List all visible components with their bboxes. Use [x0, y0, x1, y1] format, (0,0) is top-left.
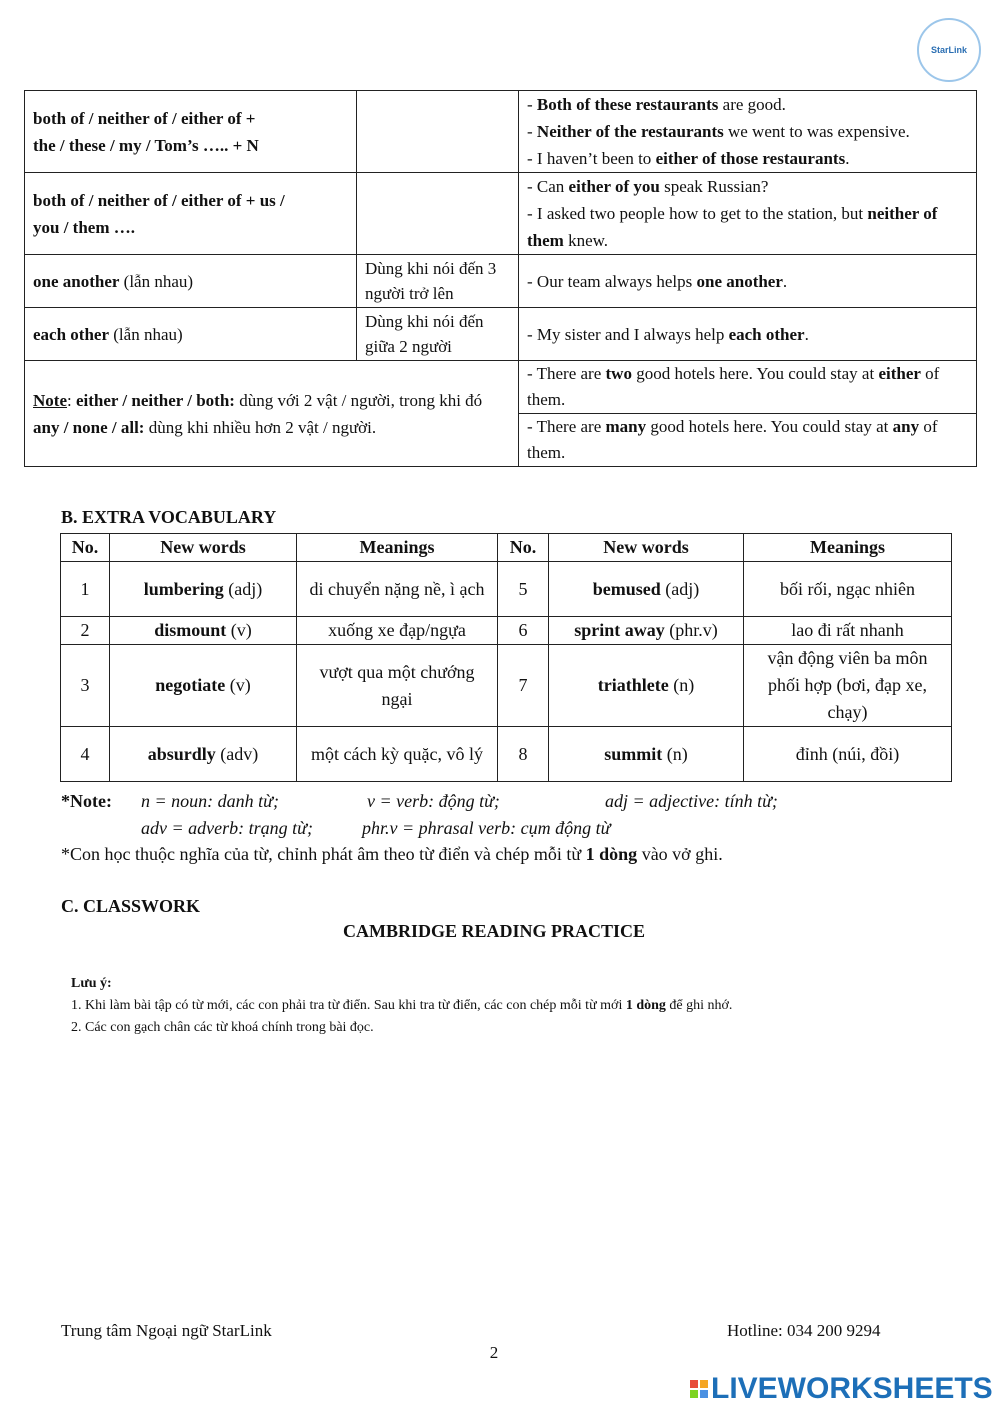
bold-segment: either / neither / both: [75, 390, 235, 410]
text-segment: are good. [718, 95, 786, 114]
vocab-word: absurdly [147, 743, 216, 764]
grammar-table [24, 90, 977, 467]
vocab-word: dismount [154, 620, 227, 640]
note-cell [25, 361, 519, 467]
vocab-word-cell [549, 617, 744, 645]
classwork-heading: C. CLASSWORK [61, 896, 201, 916]
example-line [527, 173, 968, 200]
text-segment: knew. [563, 231, 609, 250]
liveworksheets-watermark [690, 1374, 993, 1404]
vocab-header-row [61, 534, 952, 562]
liveworksheets-logo-icon [690, 1380, 708, 1398]
vocab-meaning: bối rối, ngạc nhiên [744, 562, 952, 617]
instruction-bold: 1 dòng [585, 844, 638, 864]
vocab-word-cell [549, 562, 744, 617]
structure-line: the / these / my / Tom’s ….. + N [33, 135, 259, 155]
text-segment: - I asked two people how to get to the station, but [527, 204, 868, 223]
note-text [33, 391, 482, 437]
page-number: 2 [489, 1343, 499, 1362]
text-segment: . [782, 271, 788, 291]
example-cell [519, 91, 977, 173]
table-row [61, 727, 952, 782]
structure-cell [25, 255, 357, 308]
vocab-word-cell [110, 645, 297, 727]
example-cell [519, 414, 977, 467]
bold-segment: two [605, 364, 632, 383]
logo-block [690, 1390, 698, 1398]
vocab-instruction [61, 844, 723, 865]
structure-line: both of / neither of / either of + [33, 108, 256, 128]
bold-segment: neither of them [527, 204, 938, 250]
text-segment: . [804, 324, 809, 344]
vocab-pos: (phr.v) [664, 620, 718, 640]
vocab-word-cell [110, 562, 297, 617]
vocab-word-cell [110, 617, 297, 645]
vocab-heading: B. EXTRA VOCABULARY [61, 507, 277, 527]
vocab-no: 7 [498, 645, 549, 727]
vocab-no: 6 [498, 617, 549, 645]
item-text: 1. Khi làm bài tập có từ mới, các con phải tra từ điển. Sau khi tra từ điển, các con chép mỗi từ mới [71, 998, 626, 1013]
note-label: Note [33, 390, 67, 410]
text-segment: - Our team always helps [527, 271, 697, 291]
item-text: để ghi nhớ. [665, 998, 733, 1013]
col-header: No. [61, 534, 110, 562]
bold-segment: one another [696, 271, 783, 291]
text-segment: good hotels here. You could stay at [631, 364, 879, 383]
text-segment: speak Russian? [659, 177, 769, 196]
luu-y-item-1 [71, 998, 732, 1014]
structure-cell [25, 173, 357, 255]
structure-cell [25, 91, 357, 173]
vocab-no: 8 [498, 727, 549, 782]
text-segment: - [527, 122, 537, 141]
vocab-word: triathlete [597, 675, 669, 695]
bold-segment: Neither of the restaurants [536, 122, 724, 141]
text-segment: - Can [527, 177, 569, 196]
text-segment: - My sister and I always help [527, 324, 729, 344]
starlink-logo [917, 18, 981, 82]
col-header: Meanings [297, 534, 498, 562]
vocab-pos: (adj) [660, 578, 700, 599]
logo-block [690, 1380, 698, 1388]
instruction-text: *Con học thuộc nghĩa của từ, chỉnh phát âm theo từ điển và chép mỗi từ [61, 844, 586, 864]
logo-block [700, 1380, 708, 1388]
example-cell [519, 173, 977, 255]
vocab-word-cell [549, 645, 744, 727]
example-line [527, 145, 968, 172]
example-line [527, 91, 968, 118]
vocab-meaning: xuống xe đạp/ngựa [297, 617, 498, 645]
text-segment: . [845, 149, 850, 168]
vocab-word: lumbering [143, 578, 224, 599]
note-adjective: adj = adjective: tính từ; [605, 791, 778, 811]
vocab-word: negotiate [155, 675, 226, 695]
vocab-word-cell [549, 727, 744, 782]
col-header: New words [549, 534, 744, 562]
example-cell [519, 361, 977, 414]
grammar-row [25, 361, 977, 414]
text-segment: we went to was expensive. [723, 122, 910, 141]
vocab-word-cell [110, 727, 297, 782]
vocab-meaning: một cách kỳ quặc, vô lý [297, 727, 498, 782]
bold-segment: many [605, 417, 647, 436]
grammar-row [25, 173, 977, 255]
logo-block [700, 1390, 708, 1398]
usage-cell [357, 173, 519, 255]
col-header: Meanings [744, 534, 952, 562]
term-gloss: (lẫn nhau) [119, 271, 194, 291]
logo-text: StarLink [930, 45, 967, 55]
bold-segment: either of those restaurants [655, 149, 846, 168]
vocab-no: 4 [61, 727, 110, 782]
col-header: No. [498, 534, 549, 562]
luu-y-item-2: 2. Các con gạch chân các từ khoá chính trong bài đọc. [71, 1020, 374, 1035]
vocab-meaning: lao đi rất nhanh [744, 617, 952, 645]
grammar-row [25, 91, 977, 173]
structure-cell [25, 308, 357, 361]
structure-line: both of / neither of / either of + us / [33, 190, 285, 210]
text-segment: of them. [527, 364, 940, 409]
vocab-no: 2 [61, 617, 110, 645]
text-segment: : [66, 390, 76, 410]
term-each-other: each other [33, 324, 110, 344]
grammar-row [25, 255, 977, 308]
vocab-no: 3 [61, 645, 110, 727]
text-segment: of them. [527, 417, 938, 462]
vocab-meaning: vận động viên ba môn phối hợp (bơi, đạp xe, chạy) [744, 645, 952, 727]
luu-y-label: Lưu ý: [71, 976, 112, 991]
note-phrasal-verb: phr.v = phrasal verb: cụm động từ [362, 818, 611, 838]
structure-line: you / them …. [33, 217, 135, 237]
footer-hotline: Hotline: 034 200 9294 [727, 1321, 881, 1340]
usage-cell [357, 91, 519, 173]
vocab-pos: (n) [662, 743, 688, 764]
vocab-word: summit [604, 743, 663, 764]
bold-segment: any / none / all: [33, 417, 145, 437]
text-segment: - There are [527, 364, 606, 383]
text-segment: dùng khi nhiều hơn 2 vật / người. [144, 417, 377, 437]
table-row [61, 562, 952, 617]
text-segment: - There are [527, 417, 606, 436]
bold-segment: Both of these restaurants [536, 95, 719, 114]
vocab-no: 1 [61, 562, 110, 617]
text-segment: - [527, 95, 537, 114]
vocab-table [60, 533, 952, 782]
text-segment: dùng với 2 vật / người, trong khi đó [234, 390, 483, 410]
liveworksheets-text: LIVEWORKSHEETS [711, 1372, 993, 1405]
vocab-no: 5 [498, 562, 549, 617]
text-segment: good hotels here. You could stay at [646, 417, 893, 436]
example-line [527, 118, 968, 145]
item-bold: 1 dòng [625, 998, 666, 1013]
note-verb: v = verb: động từ; [367, 791, 500, 811]
usage-cell: Dùng khi nói đến giữa 2 người [357, 308, 519, 361]
example-line [527, 200, 968, 254]
example-cell [519, 308, 977, 361]
text-segment: - I haven’t been to [527, 149, 656, 168]
note-noun: n = noun: danh từ; [141, 791, 279, 811]
vocab-word: bemused [592, 578, 661, 599]
vocab-meaning: đỉnh (núi, đồi) [744, 727, 952, 782]
instruction-text: vào vở ghi. [637, 844, 723, 864]
vocab-meaning: di chuyển nặng nề, ì ạch [297, 562, 498, 617]
reading-practice-title: CAMBRIDGE READING PRACTICE [342, 921, 646, 941]
note-label: *Note: [61, 791, 112, 811]
table-row [61, 645, 952, 727]
vocab-pos: (v) [225, 675, 251, 695]
bold-segment: each other [728, 324, 805, 344]
vocab-word: sprint away [574, 620, 665, 640]
vocab-meaning: vượt qua một chướng ngại [297, 645, 498, 727]
table-row [61, 617, 952, 645]
grammar-row [25, 308, 977, 361]
example-cell [519, 255, 977, 308]
vocab-pos: (n) [668, 675, 695, 695]
term-one-another: one another [33, 271, 120, 291]
col-header: New words [110, 534, 297, 562]
usage-cell: Dùng khi nói đến 3 người trở lên [357, 255, 519, 308]
footer-center-name: Trung tâm Ngoại ngữ StarLink [61, 1321, 272, 1340]
vocab-pos: (v) [226, 620, 252, 640]
term-gloss: (lẫn nhau) [109, 324, 183, 344]
vocab-pos: (adj) [223, 578, 263, 599]
note-adverb: adv = adverb: trạng từ; [141, 818, 313, 838]
vocab-pos: (adv) [215, 743, 259, 764]
bold-segment: any [892, 417, 920, 436]
bold-segment: either [878, 364, 921, 383]
bold-segment: either of you [568, 177, 660, 196]
